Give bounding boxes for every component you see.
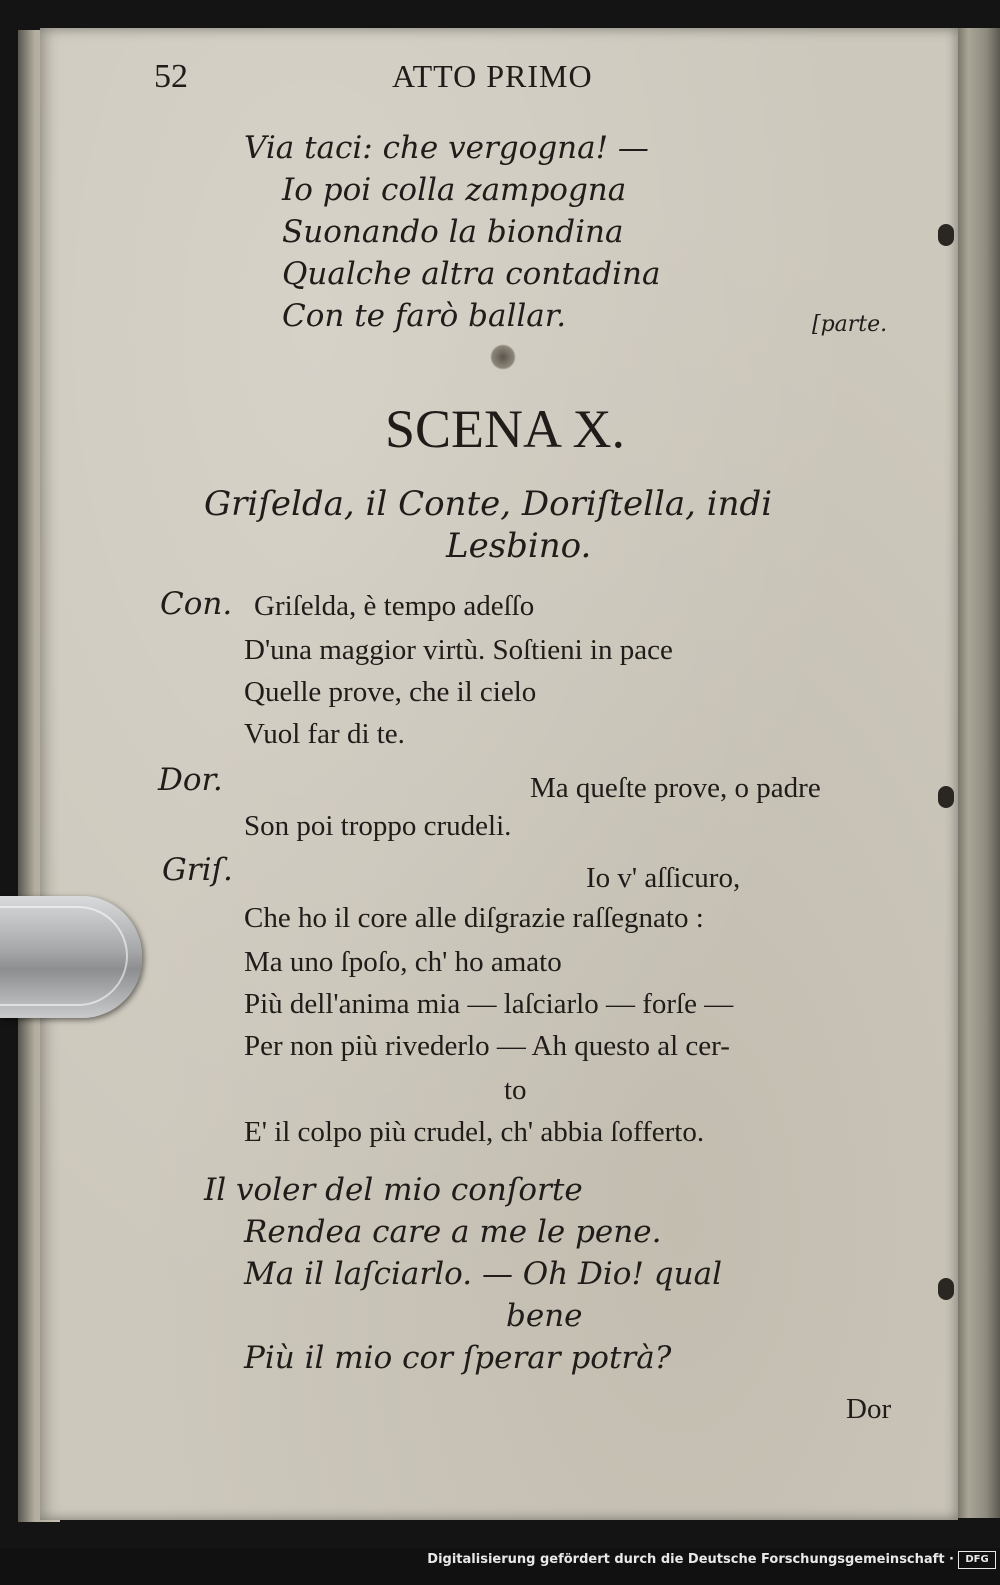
verse-line: Con te farò ballar.: [282, 298, 567, 334]
aria-line: bene: [506, 1298, 583, 1334]
dialogue-line: D'una maggior virtù. Soſtieni in pace: [244, 634, 673, 666]
aria-line: Il voler del mio conſorte: [204, 1172, 583, 1208]
page-edge-right: [955, 28, 1000, 1518]
running-head: ATTO PRIMO: [392, 58, 593, 94]
dialogue-line: Più dell'anima mia — laſciarlo — forſe —: [244, 988, 734, 1020]
page-number: 52: [154, 58, 188, 95]
dialogue-line: E' il colpo più crudel, ch' abbia ſofferto.: [244, 1116, 705, 1148]
dialogue-line: Per non più rivederlo — Ah questo al cer-: [244, 1030, 730, 1062]
dfg-logo-icon: DFG: [958, 1551, 996, 1569]
printer-ornament: [490, 344, 516, 370]
verse-line: Qualche altra contadina: [282, 256, 661, 292]
characters-list: Lesbino.: [446, 526, 592, 566]
aria-line: Ma il laſciarlo. — Oh Dio! qual: [244, 1256, 722, 1292]
dialogue-line: Ma uno ſpoſo, ch' ho amato: [244, 946, 562, 978]
dialogue-line: Quelle prove, che il cielo: [244, 676, 537, 708]
dialogue-line: Son poi troppo crudeli.: [244, 810, 512, 842]
aria-line: Rendea care a me le pene.: [244, 1214, 662, 1250]
dialogue-line: Io v' aſſicuro,: [586, 862, 741, 894]
dialogue-line: Vuol far di te.: [244, 718, 405, 750]
binding-hole: [938, 786, 954, 808]
page-clip-highlight: [0, 906, 128, 1006]
speaker-label: Con.: [160, 586, 233, 622]
dialogue-line: Che ho il core alle diſgrazie raſſegnato :: [244, 902, 704, 934]
binding-hole: [938, 224, 954, 246]
funding-credit: Digitalisierung gefördert durch die Deutsche Forschungsgemeinschaft ·: [427, 1552, 954, 1567]
scene-title: SCENA X.: [385, 399, 626, 459]
binding-hole: [938, 1278, 954, 1300]
dialogue-line: to: [504, 1074, 527, 1106]
verse-line: Io poi colla zampogna: [282, 172, 627, 208]
characters-list: Griſelda, il Conte, Doriſtella, indi: [204, 484, 773, 524]
dialogue-line: Griſelda, è tempo adeſſo: [254, 590, 535, 622]
catchword: Dor: [846, 1393, 892, 1425]
aria-line: Più il mio cor ſperar potrà?: [244, 1340, 672, 1376]
speaker-label: Dor.: [158, 762, 223, 798]
dialogue-line: Ma queſte prove, o padre: [530, 772, 821, 804]
verse-line: Suonando la biondina: [282, 214, 624, 250]
speaker-label: Griſ.: [162, 852, 233, 888]
stage-direction: [parte.: [812, 312, 888, 337]
verse-line: Via taci: che vergogna! —: [244, 130, 649, 166]
